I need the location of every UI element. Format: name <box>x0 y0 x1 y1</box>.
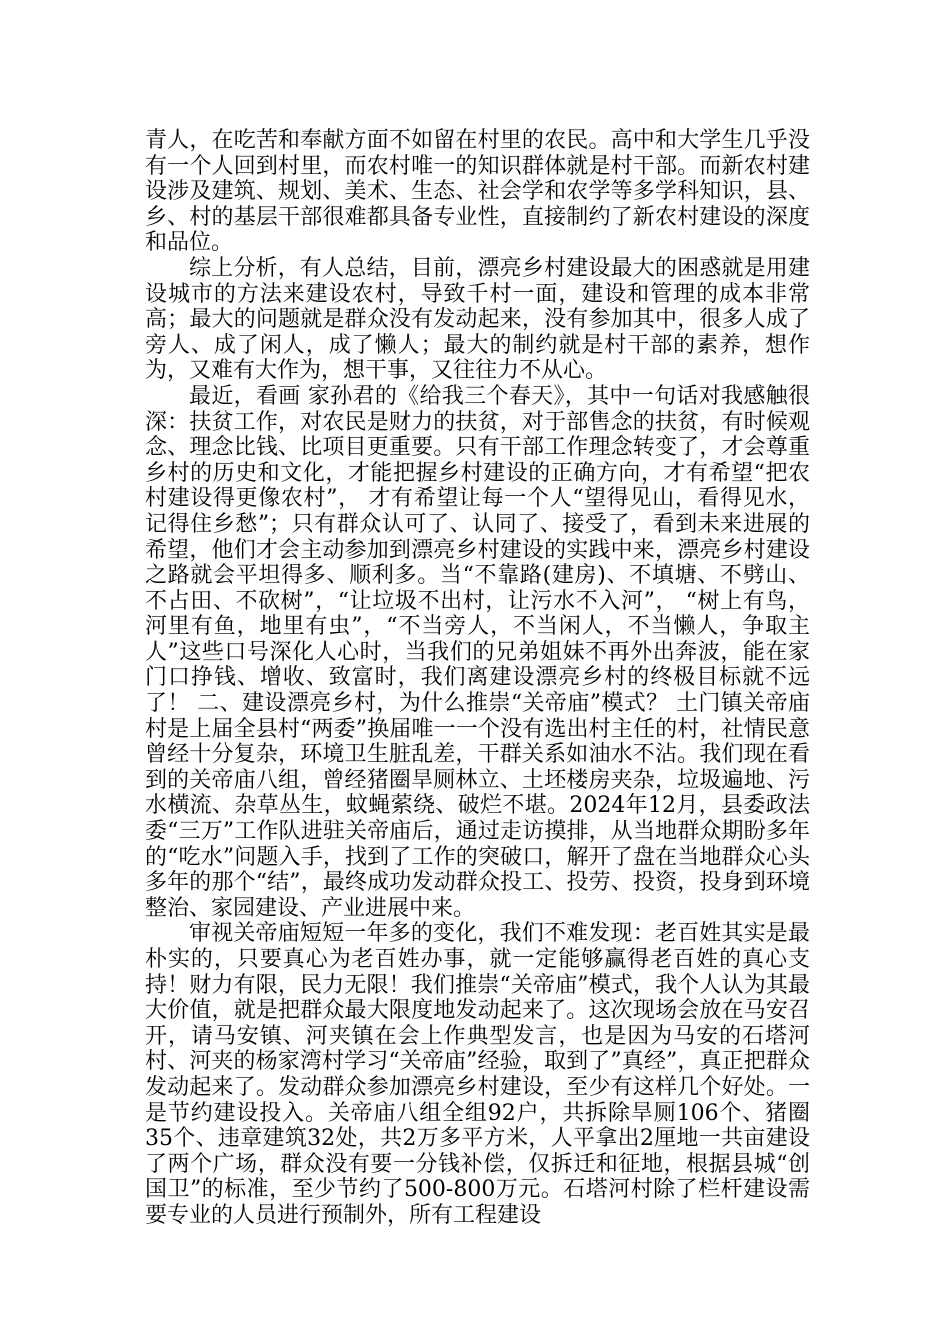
paragraph-3: 最近，看画 家孙君的《给我三个春天》，其中一句话对我感触很深：扶贫工作，对农民是财力的扶贫，对于部售念的扶贫，有时候观念、理念比钱、比项目更重要。只有干部工作理念转变了，才会尊重乡村的历史和文化，才能把握乡村建设的正确方向，才有希望“把农村建设得更像农村”， 才有希望让每一个人“望得见山，看得见水，记得住乡愁”；只有群众认可了、认同了、接受了，看到未来进展的希望，他们才会主动参加到漂亮乡村建设的实践中来，漂亮乡村建设之路就会平坦得多、顺利多。当“不靠路(建房)、不填塘、不劈山、不占田、不砍树”，“让垃圾不出村，让污水不入河”， “树上有鸟，河里有鱼，地里有虫”，“不当旁人，不当闲人，不当懒人，争取主人”这些口号深化人心时，当我们的兄弟姐妹不再外出奔波，能在家门口挣钱、增收、致富时，我们离建设漂亮乡村的终极目标就不远了！ 二、建设漂亮乡村，为什么推崇“关帝庙”模式？ 土门镇关帝庙村是上届全县村“两委”换届唯一一个没有选出村主任的村，社情民意曾经十分复杂，环境卫生脏乱差，干群关系如油水不沾。我们现在看到的关帝庙八组，曾经猪圈旱厕林立、土坯楼房夹杂，垃圾遍地、污水横流、杂草丛生，蚊蝇萦绕、破烂不堪。2024年12月，县委政法委“三万”工作队进驻关帝庙后，通过走访摸排，从当地群众期盼多年的“吃水”问题入手，找到了工作的突破口，解开了盘在当地群众心头多年的那个“结”，最终成功发动群众投工、投劳、投资，投身到环境整治、家园建设、产业进展中来。 <box>145 383 811 921</box>
paragraph-1: 青人，在吃苦和奉献方面不如留在村里的农民。高中和大学生几乎没有一个人回到村里，而农村唯一的知识群体就是村干部。而新农村建设涉及建筑、规划、美术、生态、社会学和农学等多学科知识，县、乡、村的基层干部很难都具备专业性，直接制约了新农村建设的深度和品位。 <box>145 128 810 256</box>
document-page <box>145 128 810 1229</box>
paragraph-4: 审视关帝庙短短一年多的变化，我们不难发现：老百姓其实是最朴实的，只要真心为老百姓办事，就一定能够赢得老百姓的真心支持！财力有限，民力无限！我们推崇“关帝庙”模式，我个人认为其最大价值，就是把群众最大限度地发动起来了。这次现场会放在马安召开，请马安镇、河夹镇在会上作典型发言，也是因为马安的石塔河村、河夹的杨家湾村学习“关帝庙”经验，取到了”真经”，真正把群众发动起来了。发动群众参加漂亮乡村建设，至少有这样几个好处。一是节约建设投入。关帝庙八组全组92户，共拆除旱厕106个、猪圈35个、违章建筑32处，共2万多平方米，人平拿出2厘地一共亩建设了两个广场，群众没有要一分钱补偿，仅拆迁和征地，根据县城“创国卫”的标准，至少节约了500-800万元。石塔河村除了栏杆建设需要专业的人员进行预制外，所有工程建设 <box>145 921 811 1228</box>
paragraph-2: 综上分析，有人总结，目前，漂亮乡村建设最大的困惑就是用建设城市的方法来建设农村，导致千村一面，建设和管理的成本非常高；最大的问题就是群众没有发动起来，没有参加其中，很多人成了旁人、成了闲人，成了懒人；最大的制约就是村干部的素养，想作为，又难有大作为，想干事，又往往力不从心。 <box>145 255 810 384</box>
